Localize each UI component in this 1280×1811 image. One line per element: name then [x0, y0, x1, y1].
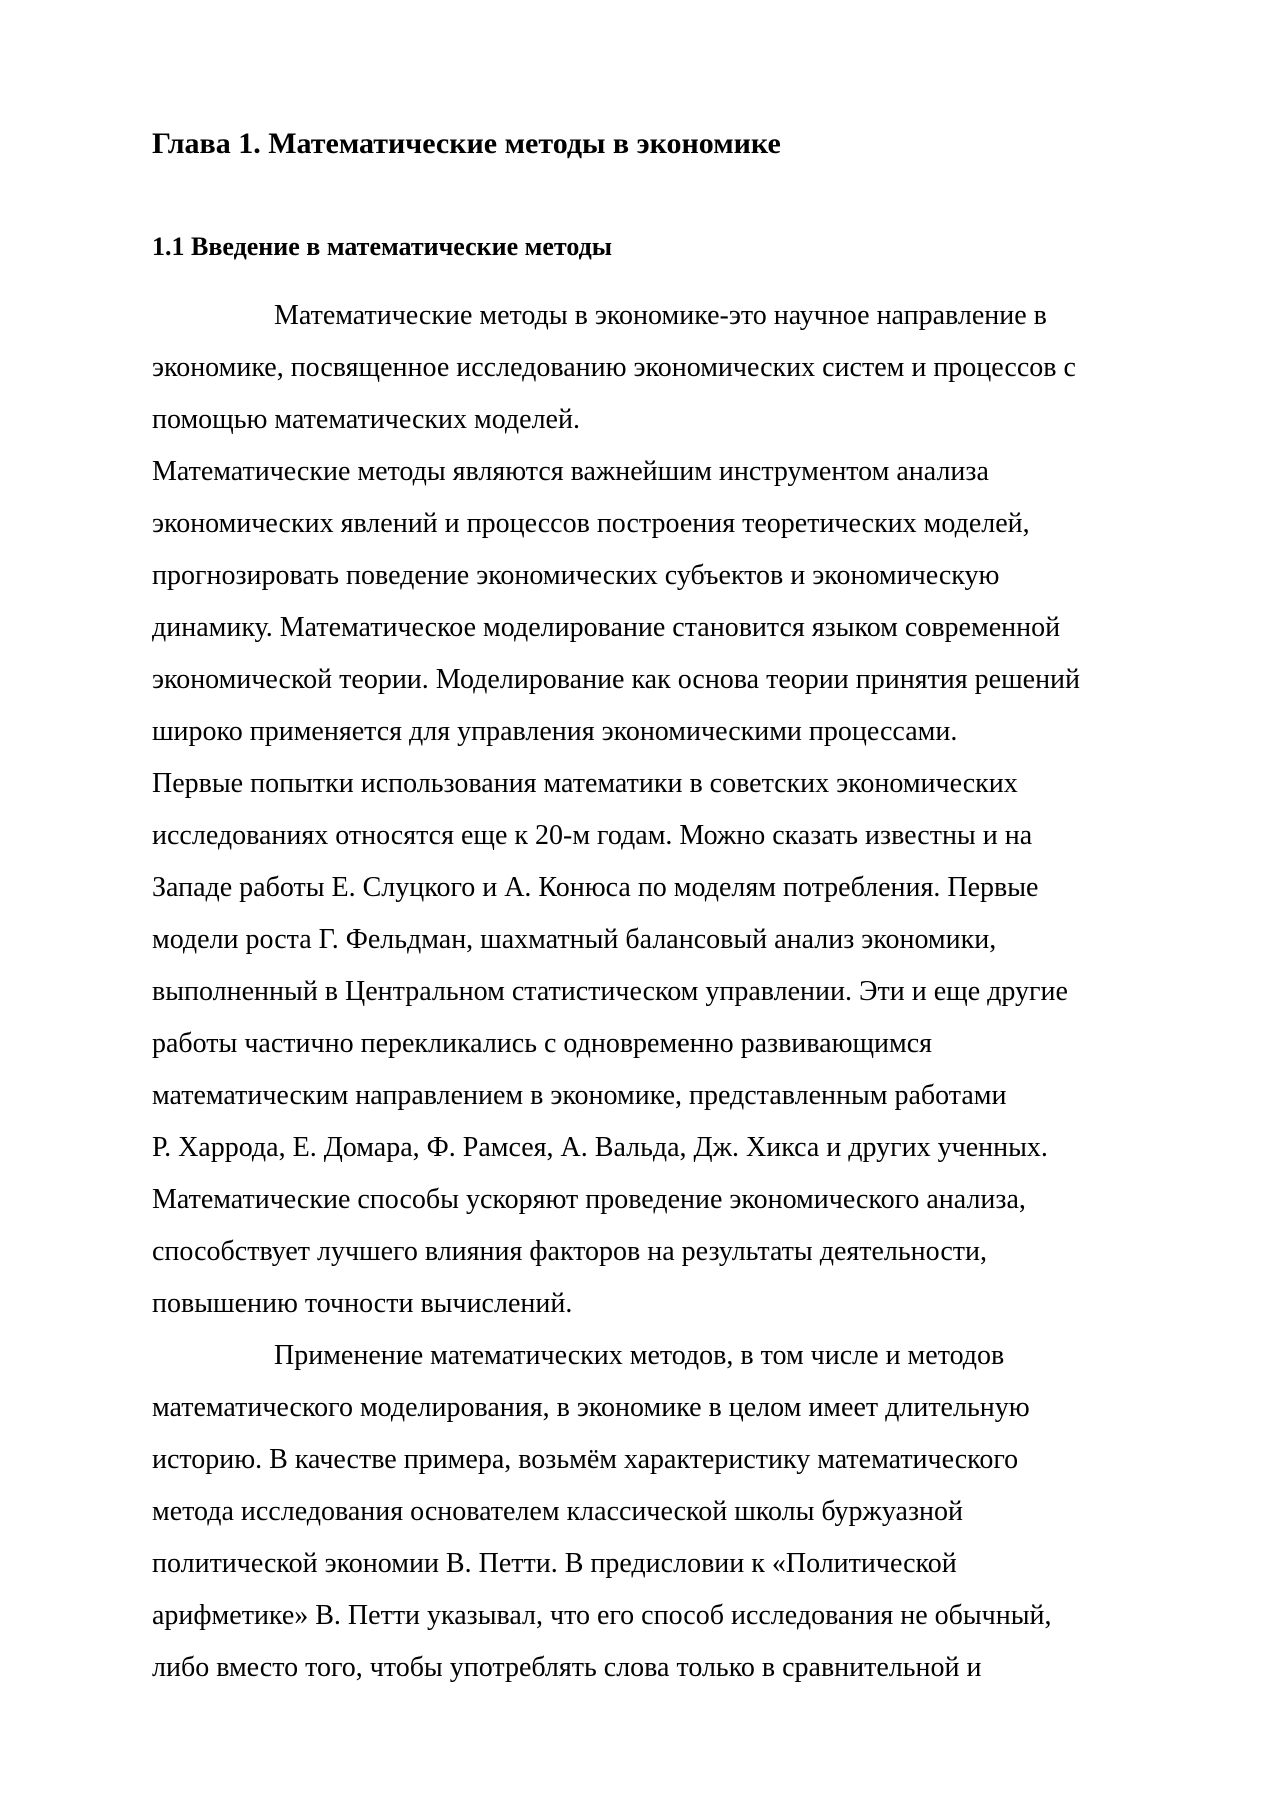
section-title: 1.1 Введение в математические методы — [152, 232, 613, 261]
text-line: историю. В качестве примера, возьмём характеристику математического — [152, 1444, 1019, 1475]
text-line: Первые попытки использования математики в советских экономических — [152, 768, 1018, 799]
text-line: модели роста Г. Фельдман, шахматный балансовый анализ экономики, — [152, 924, 997, 955]
text-line: повышению точности вычислений. — [152, 1288, 573, 1319]
text-line: Математические методы в экономике-это научное направление в — [274, 300, 1047, 331]
text-line: выполненный в Центральном статистическом управлении. Эти и еще другие — [152, 976, 1068, 1007]
text-line: Математические способы ускоряют проведение экономического анализа, — [152, 1184, 1026, 1215]
text-line: метода исследования основателем классической школы буржуазной — [152, 1496, 963, 1527]
chapter-title: Глава 1. Математические методы в экономике — [152, 127, 781, 160]
text-line: прогнозировать поведение экономических субъектов и экономическую — [152, 560, 1000, 591]
text-line: Применение математических методов, в том числе и методов — [274, 1340, 1005, 1371]
text-line: Р. Харрода, Е. Домара, Ф. Рамсея, А. Вальда, Дж. Хикса и других ученных. — [152, 1132, 1048, 1163]
text-line: математического моделирования, в экономике в целом имеет длительную — [152, 1392, 1030, 1423]
text-line: работы частично перекликались с одновременно развивающимся — [152, 1028, 933, 1059]
text-line: политической экономии В. Петти. В предисловии к «Политической — [152, 1548, 957, 1579]
text-line: арифметике» В. Петти указывал, что его способ исследования не обычный, — [152, 1600, 1052, 1631]
text-line: экономической теории. Моделирование как основа теории принятия решений — [152, 664, 1081, 695]
text-line: экономических явлений и процессов построения теоретических моделей, — [152, 508, 1030, 539]
text-line: способствует лучшего влияния факторов на результаты деятельности, — [152, 1236, 987, 1267]
text-line: исследованиях относятся еще к 20-м годам. Можно сказать известны и на — [152, 820, 1033, 851]
body-text — [152, 290, 1182, 1694]
text-line: широко применяется для управления экономическими процессами. — [152, 716, 958, 747]
text-line: либо вместо того, чтобы употреблять слова только в сравнительной и — [152, 1652, 982, 1683]
text-line: экономике, посвященное исследованию экономических систем и процессов с — [152, 352, 1076, 383]
text-line: математическим направлением в экономике, представленным работами — [152, 1080, 1007, 1111]
text-line: Западе работы Е. Слуцкого и А. Конюса по моделям потребления. Первые — [152, 872, 1039, 903]
text-line: помощью математических моделей. — [152, 404, 580, 435]
text-line: Математические методы являются важнейшим инструментом анализа — [152, 456, 989, 487]
text-line: динамику. Математическое моделирование становится языком современной — [152, 612, 1061, 643]
